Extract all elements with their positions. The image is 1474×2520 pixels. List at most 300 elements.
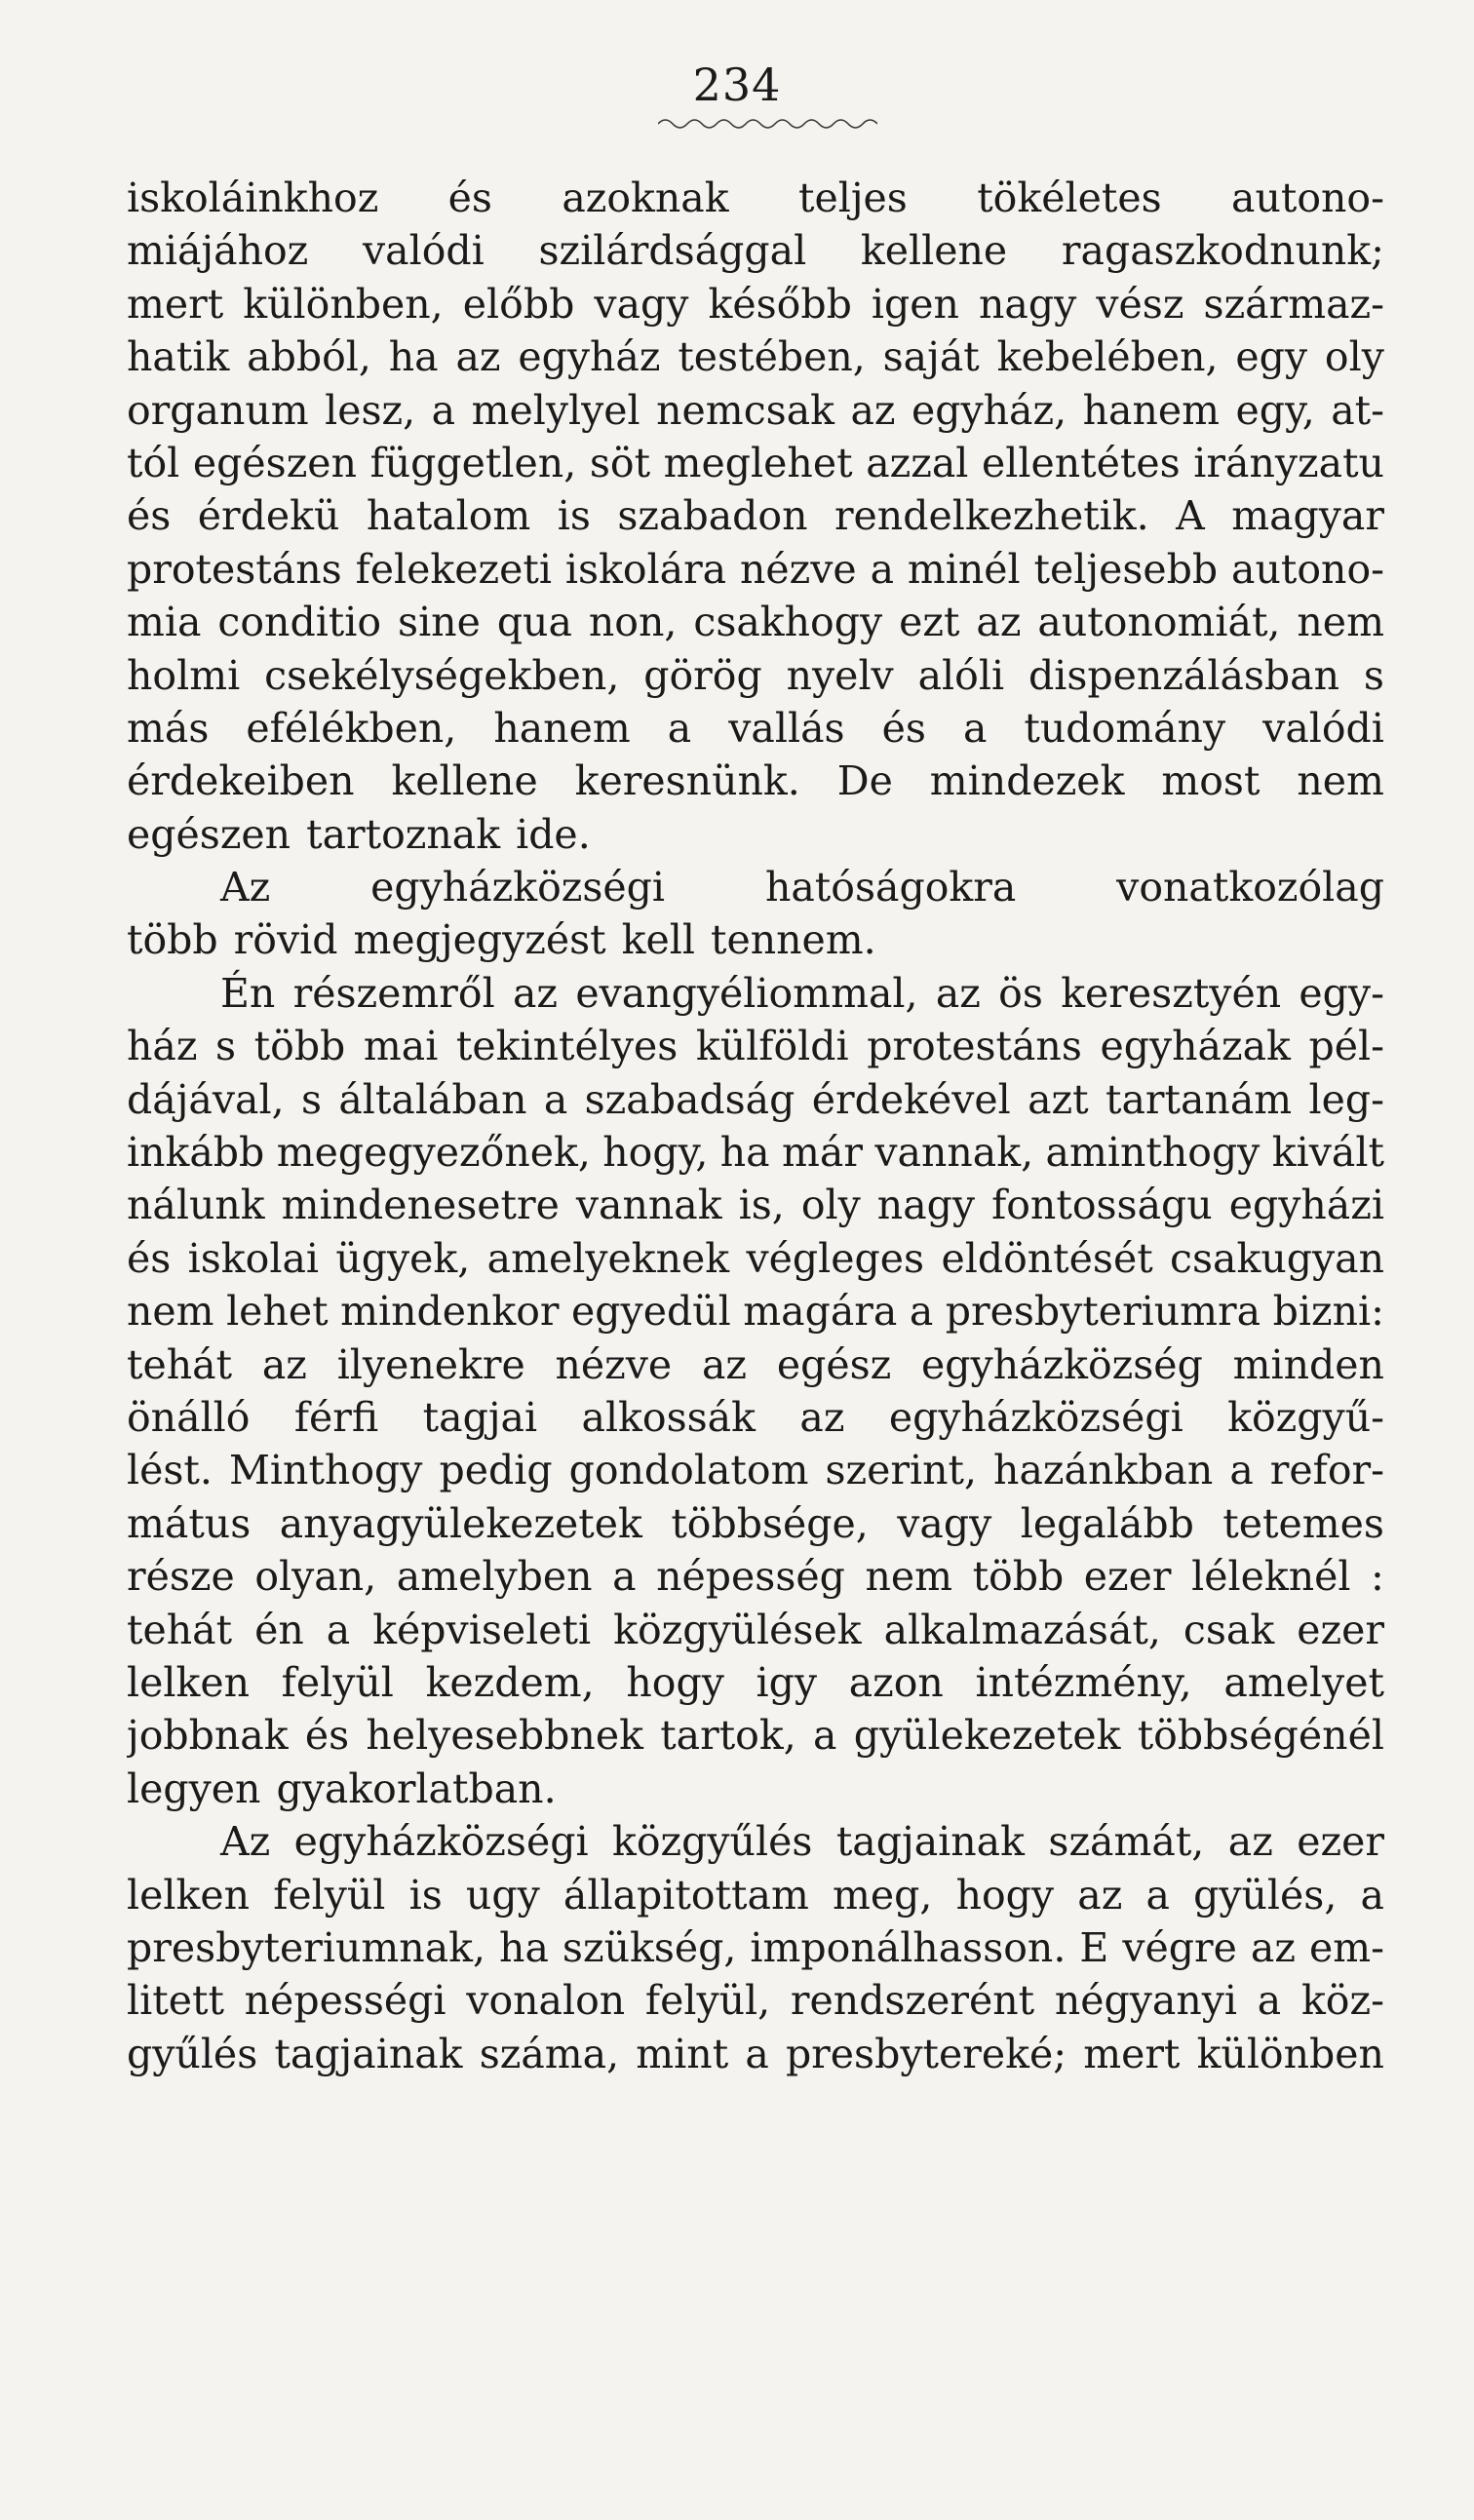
text-line: [127, 2028, 1384, 2080]
word: alóli: [917, 651, 1005, 699]
word: hogy,: [602, 1129, 709, 1177]
body-text: [127, 172, 1384, 2080]
word: hatóságokra: [764, 864, 1017, 911]
word: képviseleti: [372, 1606, 592, 1653]
word: egyházi: [1228, 1182, 1384, 1229]
word: tökéletes: [977, 174, 1162, 221]
word: a: [543, 1075, 568, 1123]
word: az: [935, 969, 981, 1017]
word: legalább: [1020, 1499, 1194, 1547]
text-line: [127, 1338, 1384, 1391]
word: más: [127, 704, 210, 752]
word: oly: [800, 1182, 861, 1229]
word: hanem: [1082, 386, 1220, 434]
word: intézmény,: [975, 1658, 1192, 1706]
word: valódi: [1262, 704, 1384, 752]
word: hogy: [955, 1871, 1055, 1919]
word: s: [300, 1075, 322, 1123]
word: nyelv: [786, 651, 894, 699]
word: pedig: [439, 1447, 553, 1494]
word: helyesebbnek: [366, 1712, 643, 1760]
word: különben,: [243, 280, 444, 328]
word: tennem.: [710, 916, 876, 964]
text-line: [127, 808, 1384, 861]
text-line: [127, 702, 1384, 755]
word: mai: [363, 1023, 439, 1070]
word: minden: [1232, 1340, 1384, 1388]
word: egyház,: [911, 386, 1067, 434]
word: iskolai: [187, 1234, 320, 1282]
word: egyházközség: [921, 1340, 1203, 1388]
word: presbyteriumnak,: [127, 1923, 486, 1971]
word: nálunk: [127, 1182, 265, 1229]
word: s: [215, 1023, 237, 1070]
text-line: [127, 1497, 1384, 1550]
word: az: [976, 599, 1022, 646]
word: egyházközségi: [370, 864, 666, 911]
text-line: [127, 384, 1384, 437]
word: a: [431, 386, 456, 434]
word: felekezeti: [355, 545, 552, 593]
word: több: [127, 916, 218, 964]
word: vagy: [594, 280, 689, 328]
word: hogy: [626, 1658, 724, 1706]
word: tagjai: [422, 1393, 538, 1441]
word: E: [1079, 1923, 1109, 1971]
word: egyház: [518, 333, 661, 381]
word: presbyteriumra: [945, 1288, 1261, 1336]
word: tagjainak: [274, 2030, 463, 2077]
word: az: [799, 1393, 845, 1441]
word: vonalon: [466, 1977, 626, 2025]
word: mert: [127, 280, 224, 328]
word: tagjainak: [835, 1818, 1025, 1866]
word: tehát: [127, 1340, 233, 1388]
word: vannak,: [874, 1129, 1034, 1177]
word: is: [557, 492, 591, 540]
word: mátus: [127, 1499, 252, 1547]
word: oly: [1324, 333, 1384, 381]
word: hazánkban: [993, 1447, 1214, 1494]
word: ha: [388, 333, 439, 381]
word: kellene: [860, 227, 1008, 275]
word: :: [1371, 1553, 1384, 1601]
text-line: [127, 913, 1384, 966]
word: végre: [1122, 1923, 1237, 1971]
text-line: [127, 861, 1384, 913]
word: Minthogy: [228, 1447, 423, 1494]
word: efélékben,: [246, 704, 457, 752]
word: tartanám: [1105, 1075, 1293, 1123]
word: is,: [738, 1182, 785, 1229]
word: felyül,: [644, 1977, 771, 2025]
word: egy-: [1299, 969, 1384, 1017]
word: minél: [907, 545, 1021, 593]
word: conditio: [217, 599, 382, 646]
text-line: [127, 1179, 1384, 1231]
word: az: [1250, 1923, 1296, 1971]
word: szerint,: [825, 1447, 978, 1494]
word: azt: [1028, 1075, 1089, 1123]
word: teljesebb: [1033, 545, 1219, 593]
word: köz-: [1300, 1977, 1384, 2025]
word: megegyezőnek,: [276, 1129, 591, 1177]
word: a: [962, 704, 988, 752]
word: dájával,: [127, 1075, 285, 1123]
word: tehát: [127, 1606, 233, 1653]
word: közgyű-: [1227, 1393, 1384, 1441]
text-line: [127, 224, 1384, 277]
word: a: [1360, 1871, 1384, 1919]
word: ügyek,: [335, 1234, 471, 1282]
word: az: [701, 1340, 748, 1388]
word: népesség: [656, 1553, 845, 1601]
word: tudomány: [1024, 704, 1226, 752]
word: autonomiát,: [1037, 599, 1281, 646]
word: egész: [776, 1340, 892, 1388]
word: felyül: [281, 1658, 394, 1706]
word: az: [455, 333, 501, 381]
word: állapitottam: [562, 1871, 809, 1919]
word: egy: [1235, 333, 1308, 381]
word: tekintélyes: [455, 1023, 679, 1070]
word: lelken: [127, 1658, 251, 1706]
word: és: [304, 1712, 350, 1760]
page-number: 234: [692, 58, 782, 111]
word: amelyben: [396, 1553, 593, 1601]
word: szabadon: [617, 492, 808, 540]
word: közgyűlés: [612, 1818, 813, 1866]
word: egyházak: [1100, 1023, 1291, 1070]
word: igen: [871, 280, 959, 328]
word: szilárdsággal: [538, 227, 807, 275]
word: keresztyén: [1061, 969, 1282, 1017]
word: ös: [998, 969, 1043, 1017]
word: a: [326, 1606, 351, 1653]
word: evangyéliommal,: [575, 969, 918, 1017]
word: többsége,: [671, 1499, 869, 1547]
text-line: [127, 172, 1384, 224]
word: testében,: [678, 333, 866, 381]
text-line: [127, 1709, 1384, 1762]
text-line: [127, 967, 1384, 1020]
word: non,: [588, 599, 678, 646]
word: már: [782, 1129, 863, 1177]
word: nézve: [739, 545, 857, 593]
word: nem: [1297, 599, 1384, 646]
word: és: [447, 174, 492, 221]
word: kellene: [391, 757, 538, 805]
word: én: [254, 1606, 304, 1653]
text-line: [127, 649, 1384, 702]
word: vonatkozólag: [1116, 864, 1384, 911]
text-line: [127, 1763, 1384, 1815]
word: egy,: [1235, 386, 1315, 434]
word: alkalmazását,: [883, 1606, 1161, 1653]
word: magára: [743, 1288, 898, 1336]
word: több: [972, 1553, 1065, 1601]
text-line: [127, 1869, 1384, 1921]
word: mindenkor: [340, 1288, 560, 1336]
word: meg,: [833, 1871, 933, 1919]
word: at-: [1331, 386, 1384, 434]
word: ezt: [899, 599, 960, 646]
word: érdekeiben: [127, 757, 355, 805]
word: egészen: [192, 439, 357, 486]
word: vannak: [575, 1182, 722, 1229]
word: azzal: [866, 439, 969, 486]
word: lelken: [127, 1871, 251, 1919]
word: most: [1161, 757, 1261, 805]
word: rendelkezhetik.: [834, 492, 1149, 540]
word: igy: [756, 1658, 818, 1706]
text-line: [127, 1232, 1384, 1285]
word: ragaszkodnunk;: [1061, 227, 1384, 275]
word: férfi: [293, 1393, 379, 1441]
word: amelyeknek: [486, 1234, 730, 1282]
word: refor-: [1269, 1447, 1384, 1494]
word: saját: [882, 333, 980, 381]
word: a: [909, 1288, 934, 1336]
word: rövid: [233, 916, 338, 964]
wavy-rule-ornament: [658, 115, 877, 133]
word: gyülés,: [1193, 1871, 1338, 1919]
word: mindenesetre: [281, 1182, 560, 1229]
word: a: [667, 704, 692, 752]
word: magyar: [1231, 492, 1384, 540]
text-line: [127, 278, 1384, 330]
word: s: [1363, 651, 1384, 699]
word: külföldi: [695, 1023, 849, 1070]
word: anyagyülekezetek: [279, 1499, 642, 1547]
word: miájához: [127, 227, 309, 275]
word: kebelében,: [996, 333, 1219, 381]
word: mert: [1083, 2030, 1181, 2077]
text-line: [127, 1656, 1384, 1709]
word: az: [1077, 1871, 1123, 1919]
text-line: [127, 543, 1384, 596]
word: meglehet: [663, 439, 853, 486]
text-line: [127, 1921, 1384, 1974]
word: kivált: [1271, 1129, 1384, 1177]
word: ezer: [1297, 1818, 1384, 1866]
word: azoknak: [562, 174, 729, 221]
word: nem: [865, 1553, 953, 1601]
word: és: [881, 704, 926, 752]
word: népességi: [244, 1977, 446, 2025]
word: önálló: [127, 1393, 251, 1441]
word: organum: [127, 386, 309, 434]
word: eldöntését: [941, 1234, 1153, 1282]
word: sine: [398, 599, 481, 646]
word: autono-: [1231, 545, 1384, 593]
word: a: [870, 545, 895, 593]
word: protestáns: [867, 1023, 1082, 1070]
word: protestáns: [127, 545, 342, 593]
text-line: [127, 437, 1384, 489]
word: hatalom: [366, 492, 531, 540]
word: görög: [643, 651, 762, 699]
word: valódi: [363, 227, 485, 275]
word: qua: [496, 599, 572, 646]
word: gyakorlatban.: [276, 1764, 557, 1812]
word: iskolára: [564, 545, 727, 593]
word: egyedül: [571, 1288, 731, 1336]
word: nem: [1297, 757, 1384, 805]
word: érdekü: [197, 492, 340, 540]
word: irányzatu: [1193, 439, 1384, 486]
word: rendszerént: [790, 1977, 1035, 2025]
word: a: [745, 2030, 769, 2077]
word: jobbnak: [127, 1712, 289, 1760]
text-line: [127, 1815, 1384, 1868]
word: egészen: [127, 810, 291, 858]
word: tartoznak: [306, 810, 501, 858]
word: autono-: [1231, 174, 1384, 221]
word: megjegyzést: [353, 916, 606, 964]
word: ezer: [1297, 1606, 1384, 1653]
word: kell: [621, 916, 695, 964]
word: és: [127, 1234, 172, 1282]
word: nemcsak: [656, 386, 834, 434]
word: több: [253, 1023, 346, 1070]
word: azon: [848, 1658, 944, 1706]
word: is: [408, 1871, 443, 1919]
text-line: [127, 1444, 1384, 1496]
word: az: [1227, 1818, 1273, 1866]
word: tartok,: [660, 1712, 796, 1760]
word: lesz,: [325, 386, 416, 434]
word: tól: [127, 439, 180, 486]
word: közgyülések: [613, 1606, 862, 1653]
word: származ-: [1203, 280, 1384, 328]
text-line: [127, 1285, 1384, 1338]
word: leg-: [1308, 1075, 1384, 1123]
text-line: [127, 1073, 1384, 1126]
word: alkossák: [581, 1393, 756, 1441]
word: vallás: [728, 704, 845, 752]
word: csekélységekben,: [264, 651, 620, 699]
word: száma,: [479, 2030, 620, 2077]
word: csakhogy: [693, 599, 883, 646]
word: egyházközségi: [888, 1393, 1183, 1441]
word: De: [836, 757, 893, 805]
word: mint: [636, 2030, 729, 2077]
word: kezdem,: [425, 1658, 595, 1706]
text-line: [127, 489, 1384, 542]
word: a: [1257, 1977, 1282, 2025]
word: és: [127, 492, 172, 540]
word: lehet: [226, 1288, 329, 1336]
word: részemről: [292, 969, 495, 1017]
word: csakugyan: [1170, 1234, 1384, 1282]
text-line: [127, 1126, 1384, 1179]
word: az: [850, 386, 896, 434]
word: olyan,: [254, 1553, 377, 1601]
word: lést.: [127, 1447, 213, 1494]
word: presbytereké;: [785, 2030, 1067, 2077]
word: előbb: [462, 280, 575, 328]
word: többségénél: [1137, 1712, 1384, 1760]
word: inkább: [127, 1129, 265, 1177]
word: ha: [719, 1129, 770, 1177]
word: felyül: [273, 1871, 386, 1919]
word: gondolatom: [568, 1447, 809, 1494]
word: A: [1176, 492, 1205, 540]
word: aminthogy: [1045, 1129, 1261, 1177]
word: imponálhasson.: [750, 1923, 1067, 1971]
word: litett: [127, 1977, 224, 2025]
word: gyülekezetek: [853, 1712, 1121, 1760]
word: a: [1229, 1447, 1254, 1494]
word: dispenzálásban: [1028, 651, 1340, 699]
word: ugy: [465, 1871, 540, 1919]
word: iskoláinkhoz: [127, 174, 379, 221]
word: Én: [220, 969, 276, 1017]
word: ellentétes: [982, 439, 1181, 486]
word: ha: [499, 1923, 549, 1971]
word: söt: [589, 439, 651, 486]
word: pél-: [1308, 1023, 1384, 1070]
word: végleges: [746, 1234, 925, 1282]
word: hatik: [127, 333, 230, 381]
word: teljes: [797, 174, 908, 221]
word: nagy: [979, 280, 1077, 328]
word: mindezek: [929, 757, 1125, 805]
word: bizni:: [1272, 1288, 1384, 1336]
word: hanem: [493, 704, 631, 752]
text-line: [127, 1391, 1384, 1444]
text-line: [127, 1974, 1384, 2027]
word: része: [127, 1553, 235, 1601]
word: keresnünk.: [574, 757, 800, 805]
word: amelyet: [1223, 1658, 1384, 1706]
word: Az: [220, 1818, 271, 1866]
word: léleknél: [1191, 1553, 1351, 1601]
text-line: [127, 1550, 1384, 1603]
word: Az: [220, 864, 271, 911]
word: számát,: [1048, 1818, 1205, 1866]
text-line: [127, 755, 1384, 807]
text-line: [127, 1604, 1384, 1656]
word: holmi: [127, 651, 241, 699]
word: tetemes: [1222, 1499, 1384, 1547]
word: nagy: [876, 1182, 976, 1229]
word: ezer: [1083, 1553, 1172, 1601]
word: em-: [1308, 1923, 1384, 1971]
word: legyen: [127, 1764, 261, 1812]
word: a: [1145, 1871, 1170, 1919]
word: később: [708, 280, 852, 328]
word: a: [612, 1553, 637, 1601]
word: ilyenekre: [336, 1340, 525, 1388]
text-line: [127, 330, 1384, 383]
text-line: [127, 596, 1384, 648]
word: nézve: [555, 1340, 673, 1388]
word: az: [512, 969, 559, 1017]
word: négyanyi: [1054, 1977, 1238, 2025]
word: nem: [127, 1288, 214, 1336]
word: gyűlés: [127, 2030, 258, 2077]
word: ide.: [516, 810, 591, 858]
word: általában: [338, 1075, 527, 1123]
word: csak: [1183, 1606, 1275, 1653]
word: melylyel: [471, 386, 640, 434]
word: vagy: [897, 1499, 992, 1547]
word: érdekével: [811, 1075, 1011, 1123]
word: mia: [127, 599, 202, 646]
word: a: [813, 1712, 837, 1760]
